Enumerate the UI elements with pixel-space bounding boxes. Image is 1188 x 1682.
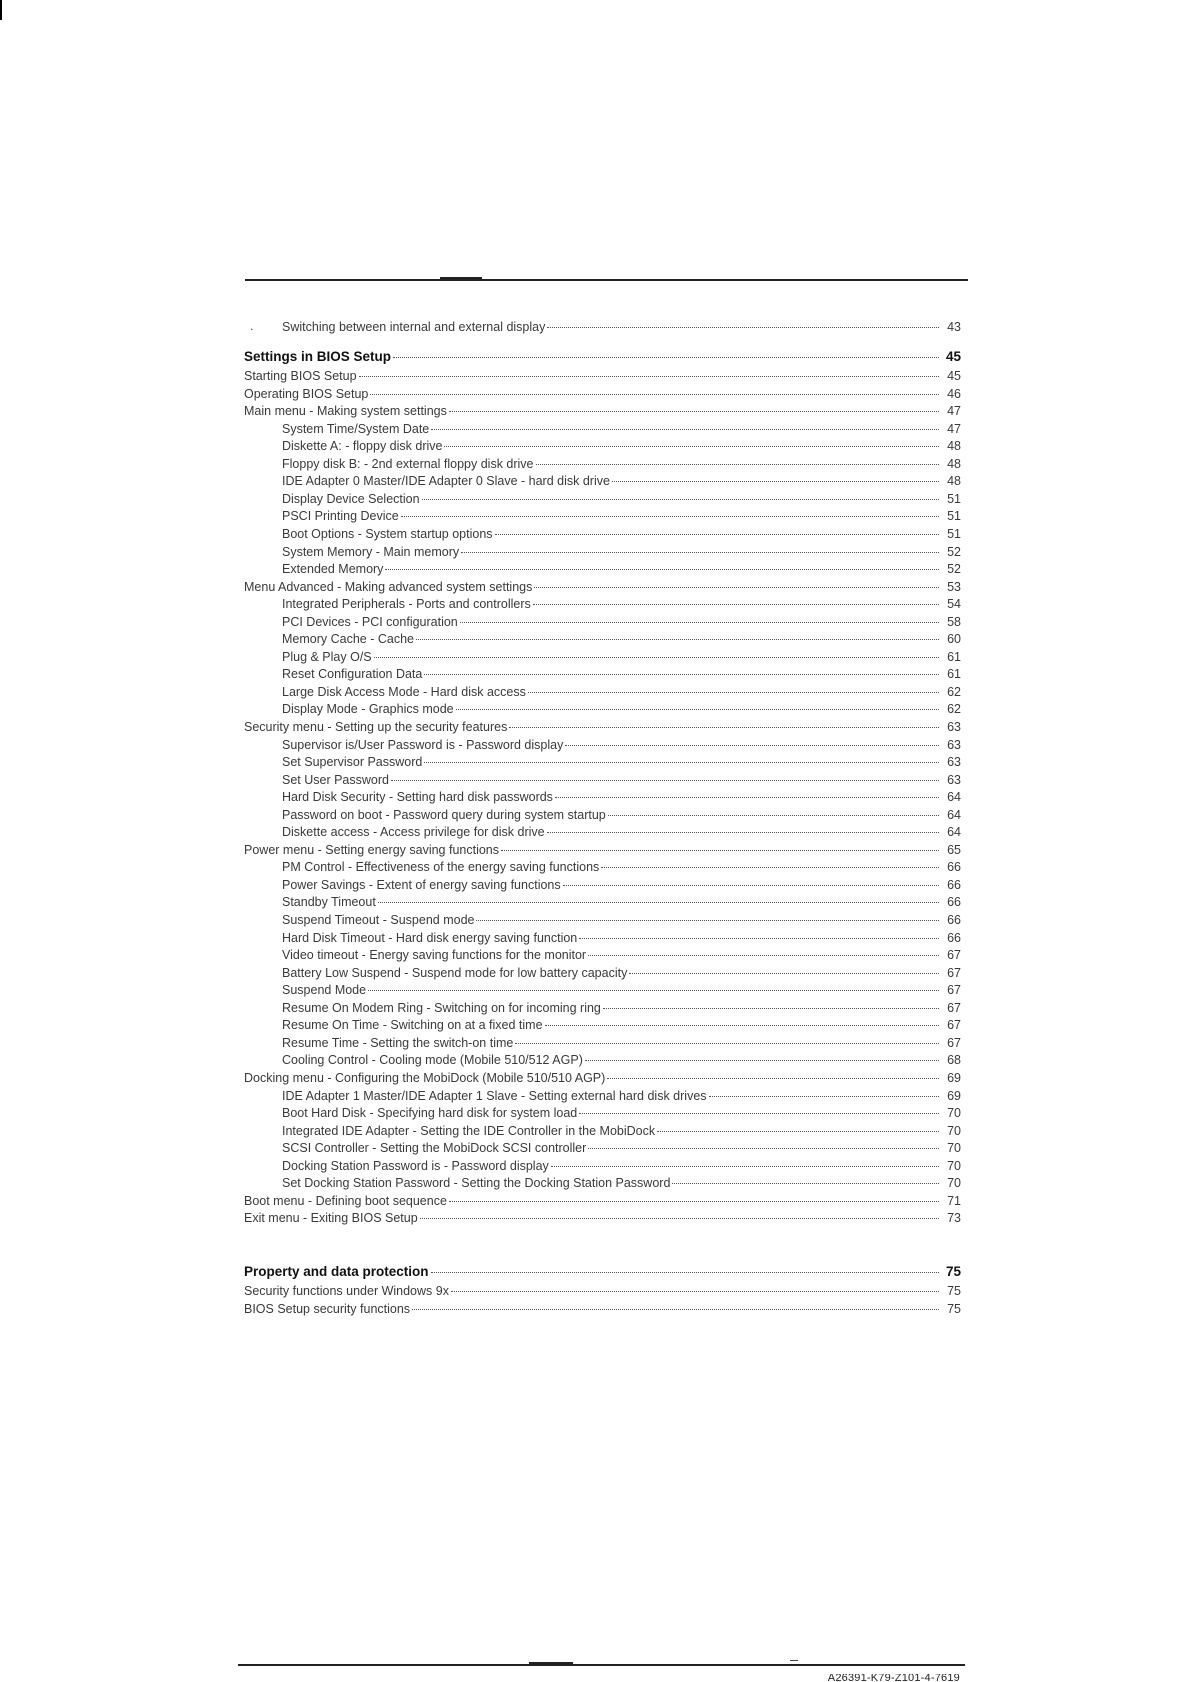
toc-entry-title: Integrated Peripherals - Ports and controllers — [282, 597, 531, 611]
dot-leader — [547, 317, 939, 328]
toc-entry-title: Security menu - Setting up the security features — [244, 720, 508, 734]
toc-entry — [282, 772, 961, 788]
toc-entry-page: 70 — [947, 1106, 961, 1120]
dot-leader — [391, 770, 939, 781]
dot-leader — [359, 366, 939, 377]
dot-leader — [533, 594, 939, 605]
toc-entry-page: 64 — [947, 790, 961, 804]
toc-entry-page: 65 — [947, 843, 961, 857]
toc-entry-title: Operating BIOS Setup — [244, 387, 369, 401]
toc-entry-title: Floppy disk B: - 2nd external floppy disk drive — [282, 457, 534, 471]
toc-entry-title: Set Docking Station Password - Setting the Docking Station Password — [282, 1176, 671, 1190]
toc-entry-title: Suspend Mode — [282, 983, 367, 997]
dot-leader — [451, 1281, 939, 1292]
toc-entry — [282, 930, 961, 946]
toc-entry — [282, 473, 961, 489]
toc-entry-title: IDE Adapter 0 Master/IDE Adapter 0 Slave - hard disk drive — [282, 474, 610, 488]
dot-leader — [528, 682, 939, 693]
dot-leader — [393, 347, 939, 358]
toc-entry — [282, 596, 961, 612]
toc-entry — [244, 842, 961, 858]
toc-entry-title: Large Disk Access Mode - Hard disk access — [282, 685, 526, 699]
toc-entry-title: Property and data protection — [244, 1264, 429, 1279]
toc-entry-title: BIOS Setup security functions — [244, 1302, 411, 1316]
header-rule — [245, 279, 968, 281]
toc-entry — [282, 508, 961, 524]
toc-entry-page: 53 — [947, 580, 961, 594]
dot-leader — [509, 717, 939, 728]
toc-entry-title: Docking menu - Configuring the MobiDock (Mobile 510/510 AGP) — [244, 1071, 606, 1085]
dot-leader — [545, 1015, 939, 1026]
scan-edge-mark — [0, 0, 2, 20]
toc-entry-page: 71 — [947, 1194, 961, 1208]
toc-entry — [282, 1158, 961, 1174]
toc-entry-page: 63 — [947, 773, 961, 787]
dot-leader — [456, 699, 939, 710]
toc-entry-title: Extended Memory — [282, 562, 384, 576]
toc-entry — [282, 526, 961, 542]
toc-entry-title: IDE Adapter 1 Master/IDE Adapter 1 Slave - Setting external hard disk drives — [282, 1089, 707, 1103]
toc-entry — [282, 631, 961, 647]
toc-entry — [282, 789, 961, 805]
toc-entry-title: Resume On Time - Switching on at a fixed time — [282, 1018, 543, 1032]
toc-entry — [282, 438, 961, 454]
toc-entry — [282, 877, 961, 893]
footer-rule — [238, 1664, 965, 1666]
toc-entry — [282, 1000, 961, 1016]
toc-entry-page: 75 — [947, 1284, 961, 1298]
toc-entry — [244, 1193, 961, 1209]
toc-entry-page: 75 — [947, 1302, 961, 1316]
footer-rule-accent — [529, 1662, 573, 1665]
dot-leader — [431, 419, 939, 430]
toc-entry-title: Set User Password — [282, 773, 389, 787]
toc-entry — [282, 982, 961, 998]
dot-leader — [420, 1208, 939, 1219]
dot-leader — [585, 1050, 939, 1061]
toc-entry-title: Resume On Modem Ring - Switching on for incoming ring — [282, 1001, 601, 1015]
toc-entry-title: Plug & Play O/S — [282, 650, 372, 664]
toc-entry — [244, 1301, 961, 1317]
toc-entry-page: 51 — [947, 509, 961, 523]
dot-leader — [422, 489, 939, 500]
toc-entry-page: 51 — [947, 527, 961, 541]
toc-entry-title: Exit menu - Exiting BIOS Setup — [244, 1211, 418, 1225]
toc-entry — [282, 1017, 961, 1033]
toc-entry-page: 48 — [947, 457, 961, 471]
toc-entry-title: Diskette access - Access privilege for disk drive — [282, 825, 545, 839]
toc-entry — [282, 1140, 961, 1156]
dot-leader — [672, 1173, 939, 1184]
toc-entry-page: 67 — [947, 1001, 961, 1015]
toc-entry-page: 66 — [947, 878, 961, 892]
toc-entry-page: 47 — [947, 422, 961, 436]
dot-leader — [449, 1191, 939, 1202]
toc-entry-page: 61 — [947, 667, 961, 681]
toc-entry-page: 45 — [947, 369, 961, 383]
toc-entry — [282, 859, 961, 875]
toc-entry — [282, 1052, 961, 1068]
toc-entry-page: 75 — [945, 1264, 961, 1279]
toc-entry-page: 63 — [947, 738, 961, 752]
dot-leader — [370, 384, 939, 395]
toc-entry-title: Video timeout - Energy saving functions for the monitor — [282, 948, 587, 962]
toc-entry — [244, 1283, 961, 1299]
toc-entry-page: 60 — [947, 632, 961, 646]
toc-entry-page: 54 — [947, 597, 961, 611]
dot-leader — [588, 945, 939, 956]
dot-leader — [495, 524, 939, 535]
dot-leader — [385, 559, 939, 570]
toc-entry-title: Power Savings - Extent of energy saving functions — [282, 878, 561, 892]
toc-entry-page: 64 — [947, 808, 961, 822]
dot-leader — [476, 910, 939, 921]
dot-leader — [629, 963, 939, 974]
toc-entry — [244, 1070, 961, 1086]
dot-leader — [412, 1299, 939, 1310]
dot-leader — [424, 664, 939, 675]
toc-entry — [282, 649, 961, 665]
toc-entry-page: 70 — [947, 1124, 961, 1138]
document-number: A26391-K79-Z101-4-7619 — [827, 1674, 960, 1682]
list-bullet: . — [250, 319, 254, 333]
toc-entry-title: Cooling Control - Cooling mode (Mobile 510/512 AGP) — [282, 1053, 583, 1067]
toc-entry — [282, 666, 961, 682]
toc-entry-page: 66 — [947, 931, 961, 945]
toc-entry — [282, 1035, 961, 1051]
toc-entry — [282, 894, 961, 910]
toc-entry-title: Integrated IDE Adapter - Setting the IDE Controller in the MobiDock — [282, 1124, 656, 1138]
dot-leader — [515, 1033, 939, 1044]
dot-leader — [657, 1121, 939, 1132]
toc-entry — [244, 368, 961, 384]
dot-leader — [461, 542, 939, 553]
dot-leader — [374, 647, 939, 658]
toc-entry-page: 66 — [947, 913, 961, 927]
toc-entry-title: Menu Advanced - Making advanced system settings — [244, 580, 533, 594]
footer-rule-mark — [790, 1660, 798, 1661]
toc-entry-page: 58 — [947, 615, 961, 629]
dot-leader — [534, 577, 939, 588]
toc-entry-page: 73 — [947, 1211, 961, 1225]
toc-entry-title: Set Supervisor Password — [282, 755, 423, 769]
toc-entry — [282, 1105, 961, 1121]
toc-entry-page: 69 — [947, 1089, 961, 1103]
dot-leader — [563, 875, 939, 886]
toc-entry — [244, 719, 961, 735]
toc-section-heading — [244, 349, 961, 365]
toc-entry-page: 61 — [947, 650, 961, 664]
toc-entry — [282, 491, 961, 507]
toc-entry — [282, 614, 961, 630]
toc-entry-page: 67 — [947, 1018, 961, 1032]
dot-leader — [378, 892, 939, 903]
toc-entry-page: 46 — [947, 387, 961, 401]
toc-entry-title: Docking Station Password is - Password display — [282, 1159, 549, 1173]
toc-entry-page: 67 — [947, 948, 961, 962]
dot-leader — [449, 401, 939, 412]
dot-leader — [368, 980, 939, 991]
toc-entry-page: 70 — [947, 1176, 961, 1190]
toc-entry-title: Hard Disk Security - Setting hard disk passwords — [282, 790, 553, 804]
toc-entry-page: 67 — [947, 983, 961, 997]
toc-entry-title: Resume Time - Setting the switch-on time — [282, 1036, 514, 1050]
toc-entry-title: Switching between internal and external display — [282, 320, 546, 334]
dot-leader — [424, 752, 939, 763]
toc-entry — [244, 579, 961, 595]
dot-leader — [551, 1156, 939, 1167]
toc-entry-page: 43 — [947, 320, 961, 334]
toc-entry-page: 70 — [947, 1141, 961, 1155]
toc-entry-page: 48 — [947, 474, 961, 488]
toc-entry-title: System Time/System Date — [282, 422, 430, 436]
toc-entry-page: 68 — [947, 1053, 961, 1067]
toc-entry-title: Display Mode - Graphics mode — [282, 702, 454, 716]
toc-entry-title: Starting BIOS Setup — [244, 369, 357, 383]
toc-entry-page: 45 — [945, 349, 961, 364]
toc-entry-page: 52 — [947, 562, 961, 576]
toc-entry — [244, 403, 961, 419]
toc-entry-page: 66 — [947, 860, 961, 874]
header-rule-accent — [440, 277, 482, 280]
toc-entry-title: PCI Devices - PCI configuration — [282, 615, 458, 629]
toc-entry — [282, 947, 961, 963]
dot-leader — [547, 822, 939, 833]
toc-entry — [282, 544, 961, 560]
toc-entry-page: 66 — [947, 895, 961, 909]
dot-leader — [460, 612, 939, 623]
dot-leader — [603, 998, 939, 1009]
dot-leader — [565, 735, 939, 746]
toc-entry — [282, 561, 961, 577]
toc-entry-page: 63 — [947, 720, 961, 734]
toc-entry-title: Security functions under Windows 9x — [244, 1284, 449, 1298]
toc-entry-title: PM Control - Effectiveness of the energy saving functions — [282, 860, 600, 874]
toc-entry — [282, 1175, 961, 1191]
toc-entry — [282, 824, 961, 840]
toc-entry — [282, 684, 961, 700]
toc-entry-title: Supervisor is/User Password is - Password display — [282, 738, 564, 752]
toc-entry — [282, 965, 961, 981]
toc-entry-page: 52 — [947, 545, 961, 559]
dot-leader — [444, 436, 939, 447]
dot-leader — [555, 787, 939, 798]
toc-entry-title: SCSI Controller - Setting the MobiDock SCSI controller — [282, 1141, 587, 1155]
toc-entry-title: Suspend Timeout - Suspend mode — [282, 913, 475, 927]
toc-section-heading — [244, 1264, 961, 1280]
toc-entry — [282, 701, 961, 717]
dot-leader — [401, 506, 939, 517]
toc-entry — [282, 1123, 961, 1139]
toc-entry-page: 47 — [947, 404, 961, 418]
toc-entry-title: Boot menu - Defining boot sequence — [244, 1194, 447, 1208]
toc-entry — [282, 807, 961, 823]
dot-leader — [601, 857, 939, 868]
toc-entry — [282, 1088, 961, 1104]
toc-entry-title: Diskette A: - floppy disk drive — [282, 439, 443, 453]
toc-entry-title: Settings in BIOS Setup — [244, 349, 392, 364]
toc-entry — [282, 319, 961, 335]
toc-entry-page: 62 — [947, 685, 961, 699]
toc-entry-page: 62 — [947, 702, 961, 716]
toc-entry-title: Boot Hard Disk - Specifying hard disk for system load — [282, 1106, 578, 1120]
toc-entry-title: Standby Timeout — [282, 895, 376, 909]
toc-entry-title: Battery Low Suspend - Suspend mode for low battery capacity — [282, 966, 628, 980]
toc-entry — [244, 386, 961, 402]
toc-entry-page: 67 — [947, 966, 961, 980]
toc-entry — [282, 421, 961, 437]
dot-leader — [431, 1262, 939, 1273]
toc-entry — [282, 737, 961, 753]
toc-entry — [282, 456, 961, 472]
toc-entry — [282, 754, 961, 770]
dot-leader — [579, 928, 939, 939]
toc-entry-title: Boot Options - System startup options — [282, 527, 493, 541]
toc-entry — [244, 1210, 961, 1226]
dot-leader — [536, 454, 939, 465]
toc-entry-title: System Memory - Main memory — [282, 545, 460, 559]
toc-entry-title: Power menu - Setting energy saving functions — [244, 843, 499, 857]
toc-entry-page: 48 — [947, 439, 961, 453]
toc-entry-title: Display Device Selection — [282, 492, 420, 506]
toc-entry-title: Main menu - Making system settings — [244, 404, 447, 418]
dot-leader — [416, 629, 939, 640]
dot-leader — [612, 471, 939, 482]
toc-entry-page: 63 — [947, 755, 961, 769]
dot-leader — [709, 1086, 939, 1097]
dot-leader — [501, 840, 939, 851]
toc-entry-page: 64 — [947, 825, 961, 839]
toc-entry-title: Memory Cache - Cache — [282, 632, 414, 646]
dot-leader — [607, 1068, 939, 1079]
dot-leader — [588, 1138, 939, 1149]
toc-entry-page: 51 — [947, 492, 961, 506]
toc-entry-page: 70 — [947, 1159, 961, 1173]
toc-entry-page: 69 — [947, 1071, 961, 1085]
dot-leader — [608, 805, 939, 816]
toc-entry — [282, 912, 961, 928]
toc-entry-title: Reset Configuration Data — [282, 667, 423, 681]
dot-leader — [579, 1103, 939, 1114]
toc-entry-title: Hard Disk Timeout - Hard disk energy saving function — [282, 931, 578, 945]
toc-entry-title: Password on boot - Password query during system startup — [282, 808, 606, 822]
toc-entry-title: PSCI Printing Device — [282, 509, 399, 523]
toc-entry-page: 67 — [947, 1036, 961, 1050]
